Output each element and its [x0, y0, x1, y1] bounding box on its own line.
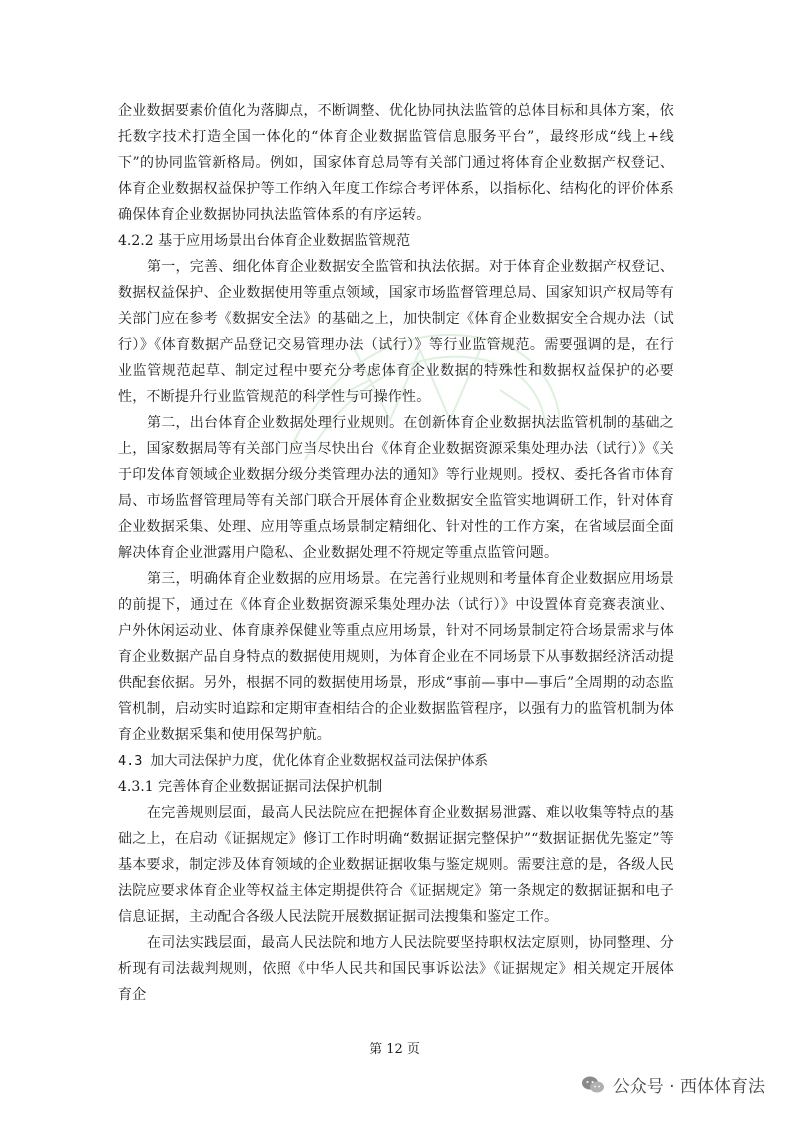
brand-name: 公众号 · 西体体育法	[612, 1077, 765, 1097]
page-number: 第 12 页	[369, 1042, 420, 1057]
section-heading-4-2-2: 4.2.2 基于应用场景出台体育企业数据监管规范	[118, 233, 411, 249]
paragraph-continuation: 企业数据要素价值化为落脚点，不断调整、优化协同执法监管的总体目标和具体方案，依托数字技术打造全国一体化的“体育企业数据监管信息服务平台”，最终形成“线上+线下”的协同监管新格局。例如，国家体育总局等有关部门通过将体育企业数据产权登记、体育企业数据权益保护等工作纳入年度工作综合考评体系，以指标化、结构化的评价体系确保体育企业数据协同执法监管体系的有序运转。	[118, 103, 674, 223]
paragraph-rules-level: 在完善规则层面，最高人民法院应在把握体育企业数据易泄露、难以收集等特点的基础之上，在启动《证据规定》修订工作时明确“数据证据完整保护”“数据证据优先鉴定”等基本要求，制定涉及体育领域的企业数据证据收集与鉴定规则。需要注意的是，各级人民法院应要求体育企业等权益主体定期提供符合《证据规定》第一条规定的数据证据和电子信息证据，主动配合各级人民法院开展数据证据司法搜集和鉴定工作。	[118, 805, 674, 925]
wechat-icon	[581, 1075, 605, 1095]
document-body	[118, 98, 674, 1008]
paragraph-second-point: 第二，出台体育企业数据处理行业规则。在创新体育企业数据执法监管机制的基础之上，国家数据局等有关部门应当尽快出台《体育企业数据资源采集处理办法（试行）》《关于印发体育领域企业数据分级分类管理办法的通知》等行业规则。授权、委托各省市体育局、市场监督管理局等有关部门联合开展体育企业数据安全监管实地调研工作，针对体育企业数据采集、处理、应用等重点场景制定精细化、针对性的工作方案，在省域层面全面解决体育企业泄露用户隐私、企业数据处理不符规定等重点监管问题。	[118, 415, 674, 561]
brand-watermark	[581, 1072, 765, 1097]
paragraph-first-point: 第一，完善、细化体育企业数据安全监管和执法依据。对于体育企业数据产权登记、数据权益保护、企业数据使用等重点领域，国家市场监督管理总局、国家知识产权局等有关部门应在参考《数据安全法》的基础之上，加快制定《体育企业数据安全合规办法（试行）》《体育数据产品登记交易管理办法（试行）》等行业监管规范。需要强调的是，在行业监管规范起草、制定过程中要充分考虑体育企业数据的特殊性和数据权益保护的必要性，不断提升行业监管规范的科学性与可操作性。	[118, 259, 674, 405]
paragraph-third-point: 第三，明确体育企业数据的应用场景。在完善行业规则和考量体育企业数据应用场景的前提下，通过在《体育企业数据资源采集处理办法（试行）》中设置体育竞赛表演业、户外休闲运动业、体育康养保健业等重点应用场景，针对不同场景制定符合场景需求与体育企业数据产品自身特点的数据使用规则，为体育企业在不同场景下从事数据经济活动提供配套依据。另外，根据不同的数据使用场景，形成“事前—事中—事后”全周期的动态监管机制，启动实时追踪和定期审查相结合的企业数据监管程序，以强有力的监管机制为体育企业数据采集和使用保驾护航。	[118, 571, 674, 743]
section-heading-4-3-1: 4.3.1 完善体育企业数据证据司法保护机制	[118, 779, 383, 795]
section-heading-4-3: 4.3 加大司法保护力度，优化体育企业数据权益司法保护体系	[118, 753, 489, 769]
paragraph-judicial-practice: 在司法实践层面，最高人民法院和地方人民法院要坚持职权法定原则，协同整理、分析现有司法裁判规则，依照《中华人民共和国民事诉讼法》《证据规定》相关规定开展体育企	[118, 935, 674, 1003]
